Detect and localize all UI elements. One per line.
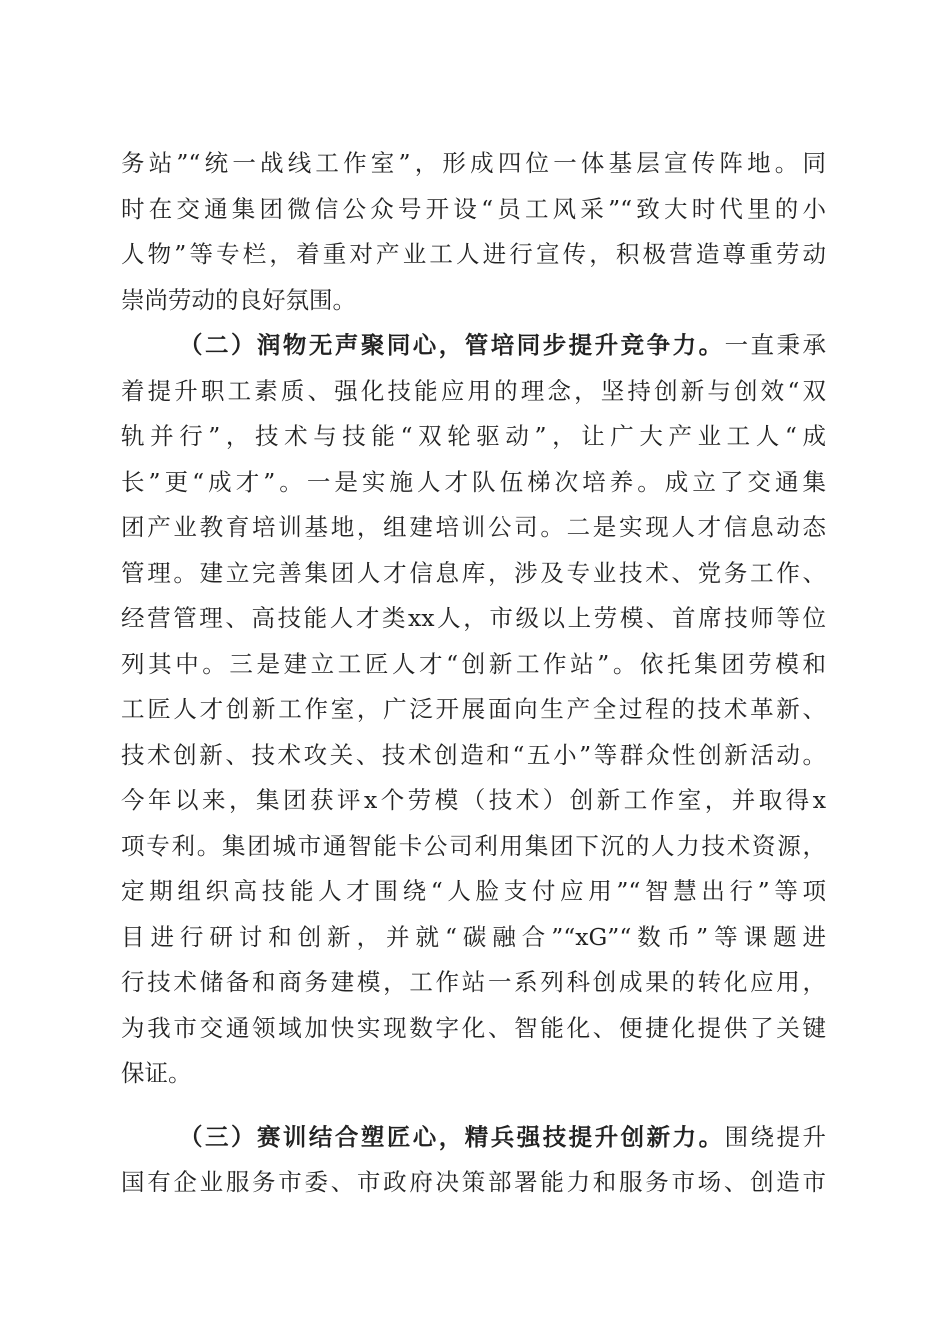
text-line [121, 323, 826, 369]
text-line: 人物”等专栏，着重对产业工人进行宣传，积极营造尊重劳动 [121, 240, 826, 268]
text-line: 为我市交通领域加快实现数字化、智能化、便捷化提供了关键 [121, 1013, 826, 1042]
text-line: 项专利。集团城市通智能卡公司利用集团下沉的人力技术资源， [121, 831, 826, 860]
text-run: 一直秉承 [724, 331, 826, 359]
paragraph-3 [121, 1115, 826, 1206]
text-run: 围绕提升 [724, 1122, 826, 1151]
text-line: 经营管理、高技能人才类xx人，市级以上劳模、首席技师等位 [121, 604, 826, 632]
paragraph-spacer [121, 1097, 826, 1115]
text-line: 工匠人才创新工作室，广泛开展面向生产全过程的技术革新、 [121, 695, 826, 723]
text-line: 长”更“成才”。一是实施人才队伍梯次培养。成立了交通集 [121, 467, 826, 496]
text-line: 国有企业服务市委、市政府决策部署能力和服务市场、创造市 [121, 1168, 826, 1196]
text-line: 技术创新、技术攻关、技术创造和“五小”等群众性创新活动。 [121, 740, 826, 769]
text-line: 轨并行”，技术与技能“双轮驱动”，让广大产业工人“成 [121, 422, 826, 450]
text-line: 管理。建立完善集团人才信息库，涉及专业技术、党务工作、 [121, 558, 826, 587]
text-line: 团产业教育培训基地，组建培训公司。二是实现人才信息动态 [121, 513, 826, 541]
text-line: 保证。 [121, 1059, 192, 1087]
section-heading-2: （二）润物无声聚同心，管培同步提升竞争力。 [179, 331, 725, 359]
text-line: 务站”“统一战线工作室”，形成四位一体基层宣传阵地。同 [121, 149, 826, 177]
text-line: 行技术储备和商务建模，工作站一系列科创成果的转化应用， [121, 968, 826, 996]
text-line: 着提升职工素质、强化技能应用的理念，坚持创新与创效“双 [121, 376, 826, 405]
paragraph-1 [121, 141, 826, 323]
text-line: 今年以来，集团获评x个劳模（技术）创新工作室，并取得x [121, 786, 826, 814]
paragraph-2 [121, 323, 826, 1097]
document-body [121, 141, 826, 1206]
text-line: 目进行研讨和创新，并就“碳融合”“xG”“数币”等课题进 [121, 922, 826, 951]
text-line [121, 1115, 826, 1161]
text-line: 定期组织高技能人才围绕“人脸支付应用”“智慧出行”等项 [121, 877, 826, 905]
section-heading-3: （三）赛训结合塑匠心，精兵强技提升创新力。 [179, 1122, 725, 1151]
text-line: 崇尚劳动的良好氛围。 [121, 285, 356, 314]
text-line: 列其中。三是建立工匠人才“创新工作站”。依托集团劳模和 [121, 649, 826, 678]
text-line: 时在交通集团微信公众号开设“员工风采”“致大时代里的小 [121, 194, 826, 223]
